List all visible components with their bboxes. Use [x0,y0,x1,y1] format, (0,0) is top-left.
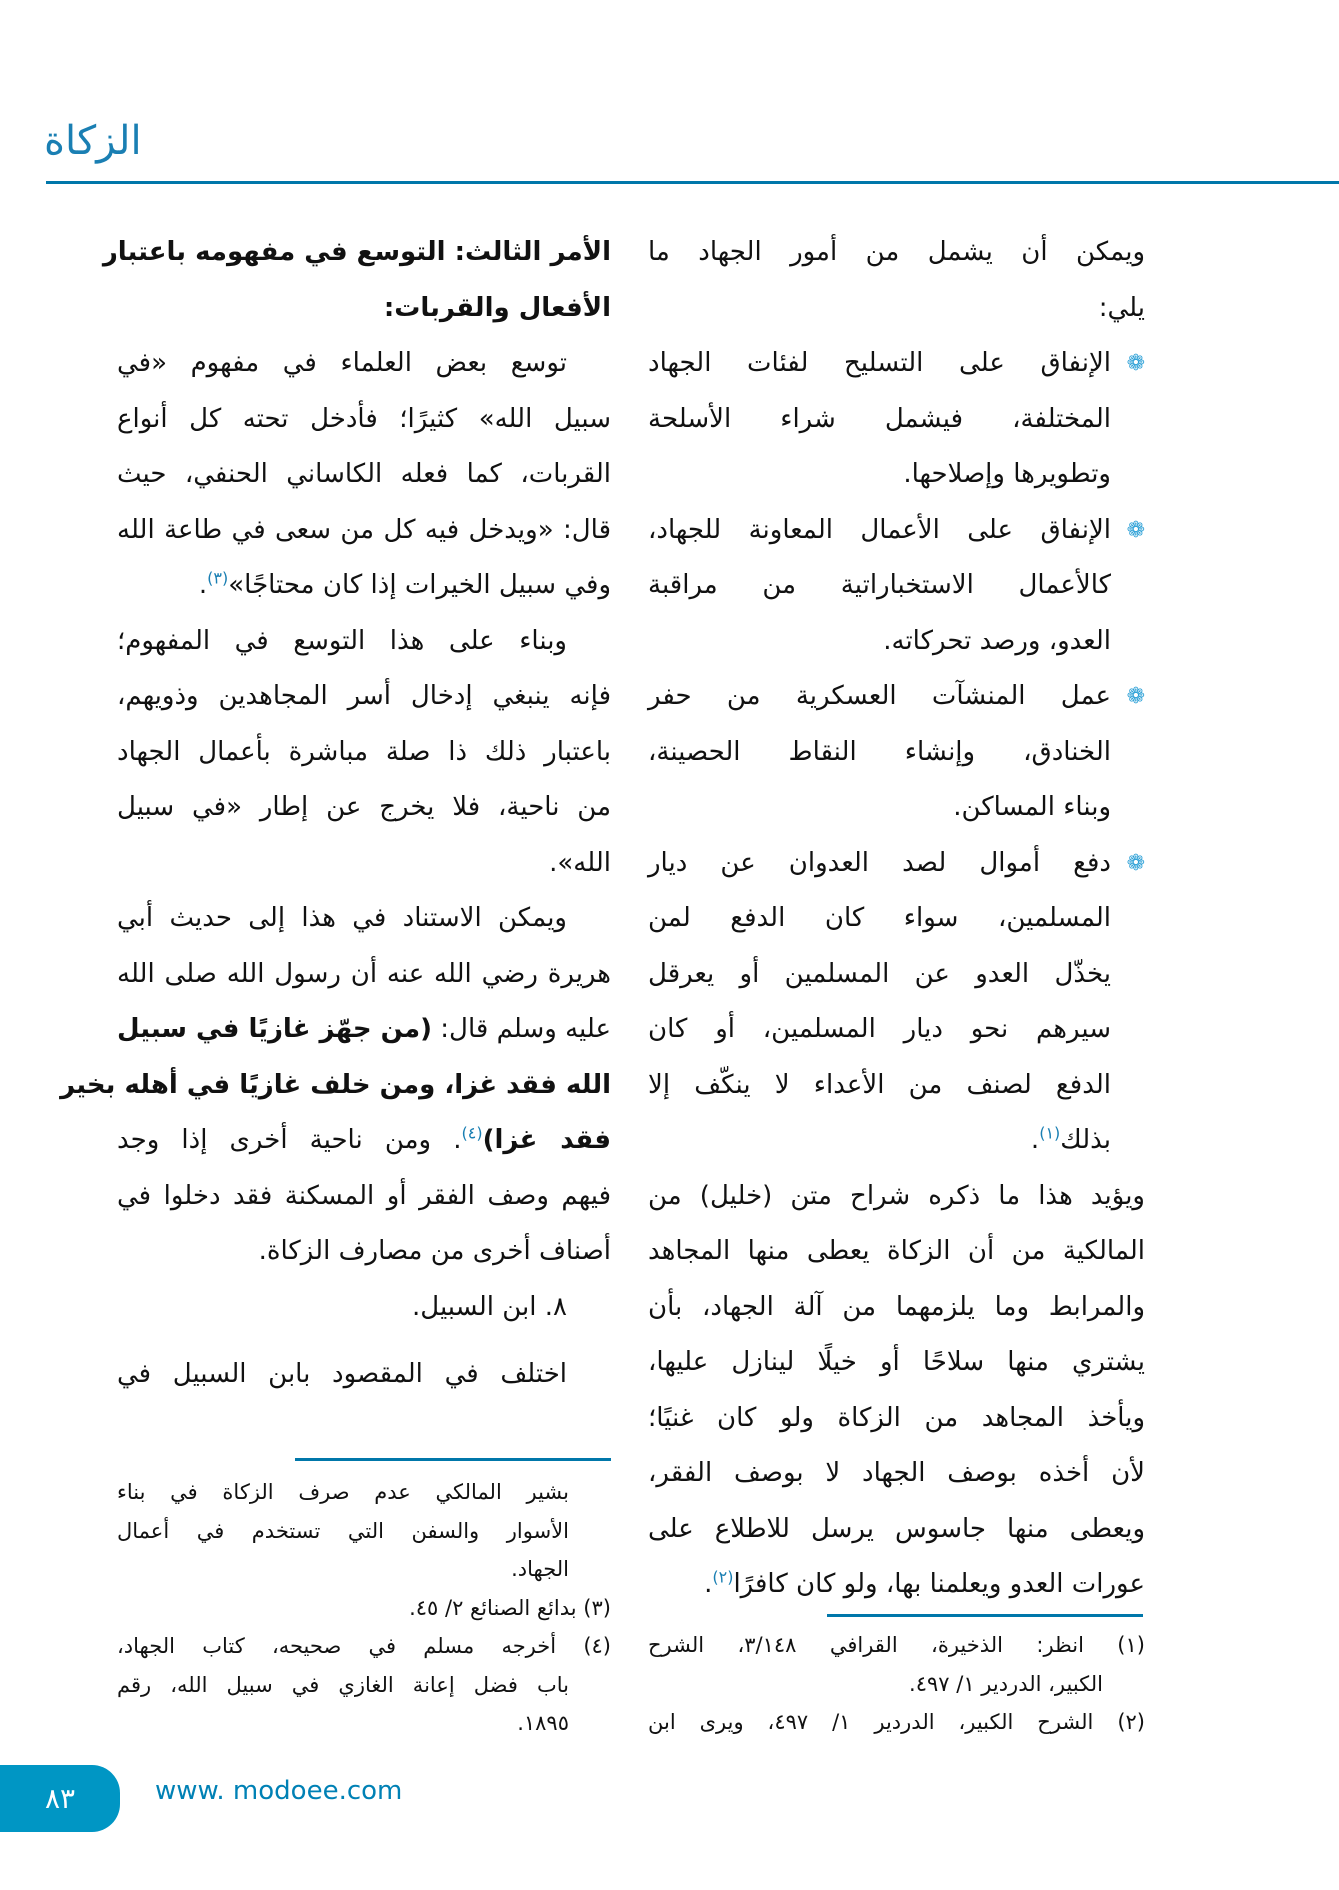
page-number: ٨٣ [44,1782,76,1815]
text-segment: لأن أخذه بوصف الجهاد لا بوصف الفقر، [648,1458,1145,1488]
text-segment: عورات العدو ويعلمنا بها، ولو كان كافرًا [733,1569,1145,1599]
footnote-line: الأسوار والسفن التي تستخدم في أعمال [117,1518,569,1543]
text-segment: وتطويرها وإصلاحها. [903,459,1111,489]
text-line [117,669,611,725]
text-segment: سيرهم نحو ديار المسلمين، أو كان [648,1014,1111,1044]
text-line [117,947,611,1003]
text-segment: الخنادق، وإنشاء النقاط الحصينة، [648,736,1111,767]
footnotes-right [648,1626,1145,1742]
text-line [117,1224,611,1280]
text-line [648,669,1145,725]
text-segment: والمرابط وما يلزمهما من آلة الجهاد، بأن [648,1291,1145,1322]
text-line [117,1002,611,1058]
text-segment: التوسع في مفهومه باعتبار [102,237,455,267]
flower-bullet-icon: ❁ [1126,850,1145,876]
text-segment: هريرة رضي الله عنه أن رسول الله صلى الله [117,958,611,989]
text-line [117,1280,611,1336]
text-line [117,1113,611,1169]
text-segment: بذلك [1060,1125,1111,1155]
text-line [117,558,611,614]
text-segment: . [1030,1125,1040,1155]
footnote-rule-right [827,1614,1143,1617]
text-line [648,1446,1145,1502]
text-segment: . [704,1569,713,1599]
text-segment: الأفعال والقربات: [383,292,611,323]
text-line [648,1335,1145,1391]
running-header-title: الزكاة [44,118,142,164]
text-segment: العدو، ورصد تحركاته. [883,625,1111,656]
text-segment: وبناء على هذا التوسع في المفهوم؛ [117,625,567,656]
text-segment: القربات، كما فعله الكاساني الحنفي، حيث [117,459,611,489]
text-line [117,1169,611,1225]
text-segment: يشتري منها سلاحًا أو خيلًا لينازل عليها، [648,1347,1145,1377]
footnote-line: ١٨٩٥. [517,1711,569,1735]
text-segment: ويمكن أن يشمل من أمور الجهاد ما [648,237,1145,267]
text-segment: فيهم وصف الفقر أو المسكنة فقد دخلوا في [117,1180,611,1211]
footnote-reference[interactable]: (٢) [712,1567,734,1587]
text-segment: يلي: [1098,292,1145,323]
text-segment: عليه وسلم قال: [432,1014,611,1044]
text-segment: ويأخذ المجاهد من الزكاة ولو كان غنيًا؛ [648,1402,1145,1433]
text-segment: توسع بعض العلماء في مفهوم «في [117,348,567,378]
text-segment: وبناء المساكن. [953,792,1111,822]
text-line [117,503,611,559]
text-line [648,1502,1145,1558]
text-line [648,1391,1145,1447]
text-segment: أصناف أخرى من مصارف الزكاة. [258,1236,611,1266]
text-line [117,1347,611,1403]
text-line [117,780,611,836]
text-segment: عمل المنشآت العسكرية من حفر [648,681,1111,711]
footnote-reference[interactable]: (٣) [207,568,229,588]
text-line [648,1002,1145,1058]
text-line [648,1169,1145,1225]
text-line [117,891,611,947]
footnote-line: (٣) بدائع الصنائع ٢/ ٤٥. [409,1595,611,1620]
text-segment: الإنفاق على التسليح لفئات الجهاد [648,348,1111,378]
text-line [648,614,1145,670]
flower-bullet-icon: ❁ [1126,684,1145,709]
text-segment: الدفع لصنف من الأعداء لا ينكّف إلا [648,1069,1111,1100]
page-number-badge [0,1765,120,1832]
text-line [648,1058,1145,1114]
text-segment: الأمر الثالث: [454,237,611,267]
text-segment: . [198,570,208,600]
header-rule [46,181,1339,184]
footnote-line: (٤) أخرجه مسلم في صحيحه، كتاب الجهاد، [117,1634,611,1658]
footnote-line: الكبير، الدردير ١/ ٤٩٧. [909,1671,1103,1696]
text-line [648,281,1145,337]
text-line [117,614,611,670]
text-line [102,225,611,281]
right-text-column [648,225,1145,1613]
text-line [648,336,1145,392]
text-segment: باعتبار ذلك ذا صلة مباشرة بأعمال الجهاد [117,736,611,767]
text-line [117,281,611,337]
text-line [648,225,1145,281]
text-line [648,447,1145,503]
text-segment: الإنفاق على الأعمال المعاونة للجهاد، [648,514,1111,545]
footnote-line: (١) انظر: الذخيرة، القرافي ٣/١٤٨، الشرح [648,1633,1145,1657]
footnotes-left [117,1473,611,1743]
footnote-line: باب فضل إعانة الغازي في سبيل الله، رقم [117,1672,569,1697]
footnote-line: الجهاد. [511,1557,569,1581]
text-segment: من ناحية، فلا يخرج عن إطار «في سبيل [117,792,611,822]
text-segment: ٨. ابن السبيل. [411,1291,567,1322]
text-line [648,503,1145,559]
text-line [648,1113,1145,1169]
text-line [648,725,1145,781]
text-segment: كالأعمال الاستخباراتية من مراقبة [648,570,1111,600]
text-line [648,1280,1145,1336]
footnote-line: بشير المالكي عدم صرف الزكاة في بناء [117,1480,569,1504]
text-line [117,836,611,892]
text-segment: المالكية من أن الزكاة يعطى منها المجاهد [648,1236,1145,1266]
text-line [648,891,1145,947]
text-line [648,1557,1145,1613]
text-line [60,1058,611,1114]
text-segment: المختلفة، فيشمل شراء الأسلحة [648,403,1111,434]
text-line [648,947,1145,1003]
flower-bullet-icon: ❁ [1126,517,1145,543]
text-segment: يخذّل العدو عن المسلمين أو يعرقل [648,958,1111,989]
footnote-line: (٢) الشرح الكبير، الدردير ١/ ٤٩٧، ويرى ابن [648,1710,1145,1734]
text-segment: دفع أموال لصد العدوان عن ديار [648,847,1111,878]
text-segment: فإنه ينبغي إدخال أسر المجاهدين وذويهم، [117,681,611,711]
text-segment: ويؤيد هذا ما ذكره شراح متن (خليل) من [648,1180,1145,1211]
text-line [648,392,1145,448]
text-segment: المسلمين، سواء كان الدفع لمن [648,903,1111,933]
text-line [648,836,1145,892]
text-line [117,725,611,781]
footnote-rule-left [295,1458,611,1461]
footnote-reference[interactable]: (١) [1039,1123,1061,1143]
text-line [117,447,611,503]
text-line [117,336,611,392]
text-segment: اختلف في المقصود بابن السبيل في [117,1359,567,1389]
footnote-reference[interactable]: (٤) [461,1123,483,1143]
text-segment: (من جهّز غازيًا في سبيل [117,1014,433,1044]
text-segment: الله». [549,847,611,878]
text-segment: سبيل الله» كثيرًا؛ فأدخل تحته كل أنواع [117,403,611,434]
website-link[interactable]: www. modoee.com [155,1776,403,1806]
left-text-column [60,225,611,1403]
text-segment: ويعطى منها جاسوس يرسل للاطلاع على [648,1513,1145,1544]
text-segment: قال: «ويدخل فيه كل من سعى في طاعة الله [117,514,611,545]
text-line [117,392,611,448]
text-line [648,558,1145,614]
text-segment: الله فقد غزا، ومن خلف غازيًا في أهله بخير [60,1069,611,1100]
text-segment: ويمكن الاستناد في هذا إلى حديث أبي [117,903,567,933]
text-segment: فقد غزا) [482,1125,611,1155]
text-line [648,1224,1145,1280]
text-segment: . ومن ناحية أخرى إذا وجد [117,1125,462,1155]
text-segment: وفي سبيل الخيرات إذا كان محتاجًا» [228,570,611,600]
text-line [648,780,1145,836]
flower-bullet-icon: ❁ [1126,351,1145,376]
